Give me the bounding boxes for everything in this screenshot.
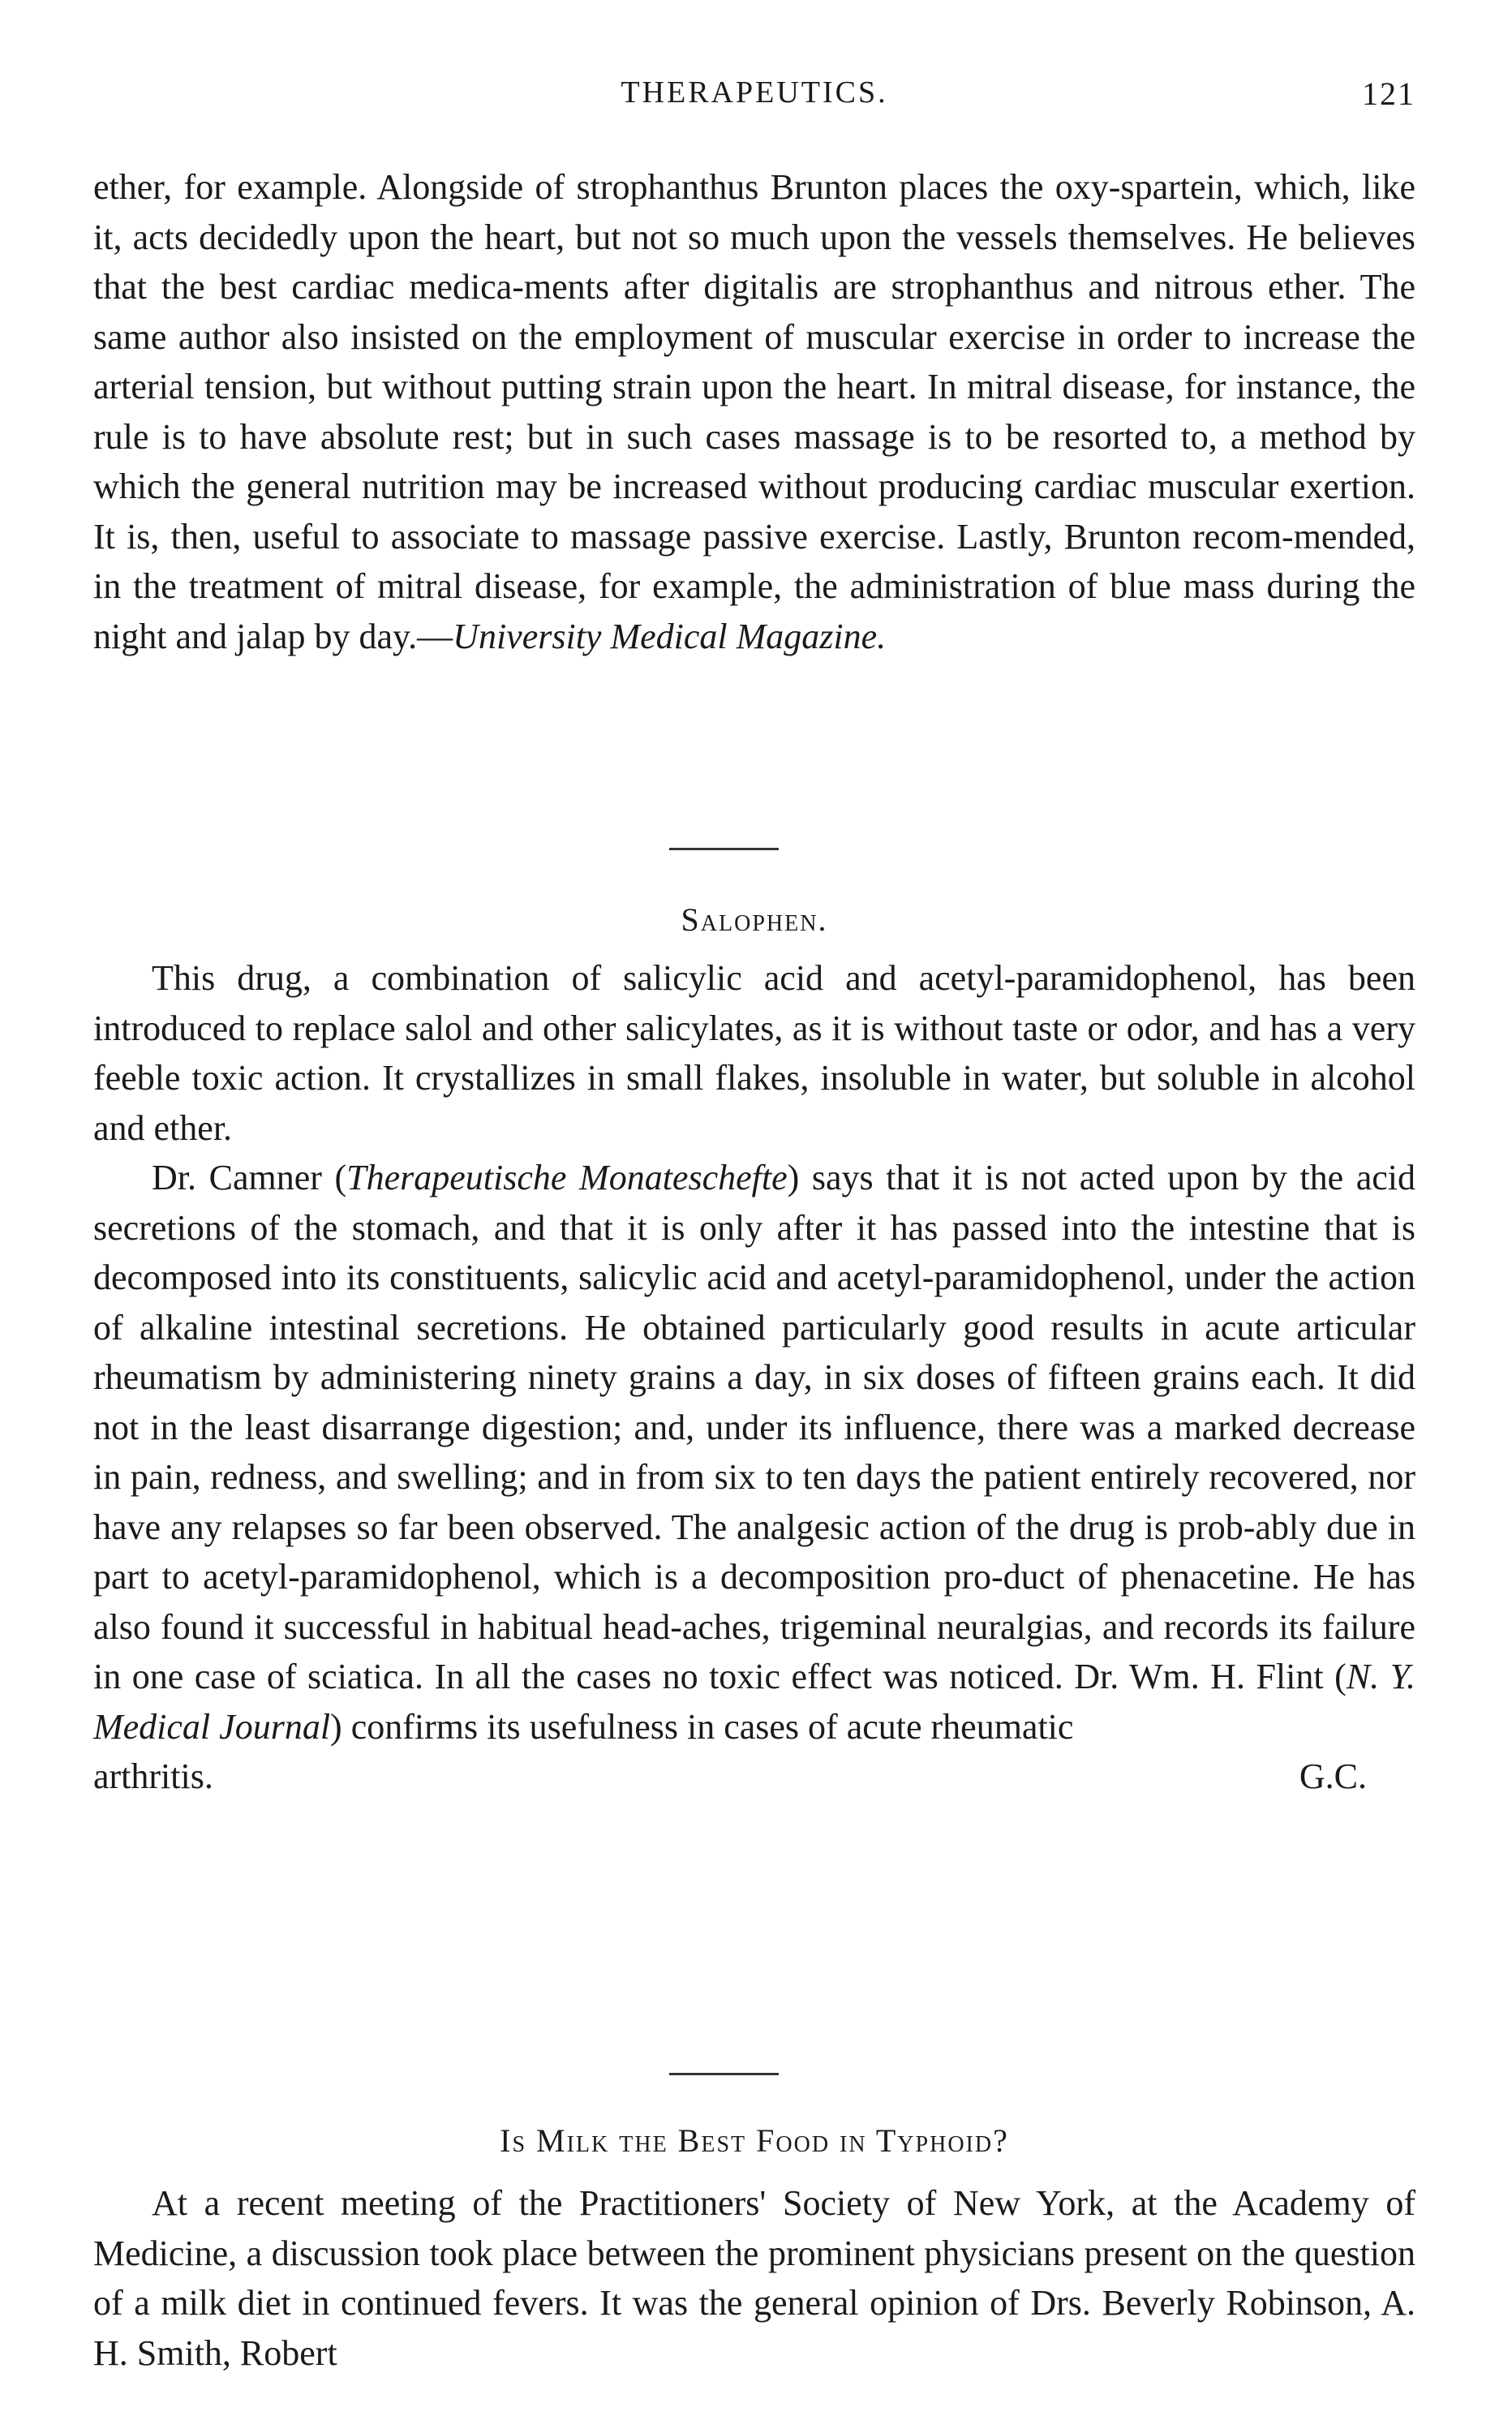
signature-line <box>93 1752 1415 1802</box>
section-divider-2 <box>669 2073 779 2075</box>
page-number: 121 <box>1362 75 1415 112</box>
source-citation: University Medical Magazine. <box>453 616 887 656</box>
journal-title-2: N. Y. Medical Journal <box>93 1657 1415 1747</box>
author-signature: G.C. <box>1299 1756 1367 1796</box>
running-title: THERAPEUTICS. <box>621 75 888 110</box>
section-typhoid <box>93 2178 1415 2378</box>
section-heading-salophen: Salophen. <box>681 901 828 938</box>
last-word: arthritis. <box>93 1756 213 1796</box>
salophen-paragraph-1: This drug, a combination of salicylic acid and acetyl-paramidophenol, has been introduced to replace salol and other salicylates, as it is without taste or odor, and has a very feeble toxic action. It crystallizes in small flakes, insoluble in water, but soluble in alcohol and ether. <box>93 958 1415 1148</box>
section-continuation <box>93 162 1415 661</box>
journal-title: Therapeutische Monateschefte <box>346 1158 788 1197</box>
section-divider <box>669 848 779 850</box>
salophen-paragraph-2: Dr. Camner (Therapeutische Monateschefte) says that it is not acted upon by the acid secretions of the stomach, and that it is only after it has passed into the intestine that is decomposed into its constituents, salicylic acid and acetyl-paramidophenol, under the action of alkaline intestinal secretions. He obtained particularly good results in acute articular rheumatism by administering ninety grains a day, in six doses of fifteen grains each. It did not in the least disarrange digestion; and, under its influence, there was a marked decrease in pain, redness, and swelling; and in from six to ten days the patient entirely recovered, nor have any relapses so far been observed. The analgesic action of the drug is prob-ably due in part to acetyl-paramidophenol, which is a decomposition pro-duct of phenacetine. He has also found it successful in habitual head-aches, trigeminal neuralgias, and records its failure in one case of sciatica. In all the cases no toxic effect was noticed. Dr. Wm. H. Flint (N. Y. Medical Journal) confirms its usefulness in cases of acute rheumatic <box>93 1158 1415 1747</box>
section-heading-typhoid: Is Milk the Best Food in Typhoid? <box>500 2122 1009 2159</box>
continuation-text: ether, for example. Alongside of strophanthus Brunton places the oxy-spartein, which, like it, acts decidedly upon the heart, but not so much upon the vessels themselves. He believes that the best cardiac medica-ments after digitalis are strophanthus and nitrous ether. The same author also insisted on the employment of muscular exercise in order to increase the arterial tension, but without putting strain upon the heart. In mitral disease, for instance, the rule is to have absolute rest; but in such cases massage is to be resorted to, a method by which the general nutrition may be increased without producing cardiac muscular exertion. It is, then, useful to associate to massage passive exercise. Lastly, Brunton recom-mended, in the treatment of mitral disease, for example, the administration of blue mass during the night and jalap by day.— <box>93 167 1415 656</box>
section-salophen <box>93 953 1415 1802</box>
running-head <box>93 75 1415 123</box>
continuation-paragraph <box>93 162 1415 661</box>
typhoid-paragraph: At a recent meeting of the Practitioners' Society of New York, at the Academy of Medicine, a discussion took place between the prominent physicians present on the question of a milk diet in continued fevers. It was the general opinion of Drs. Beverly Robinson, A. H. Smith, Robert <box>93 2183 1415 2373</box>
